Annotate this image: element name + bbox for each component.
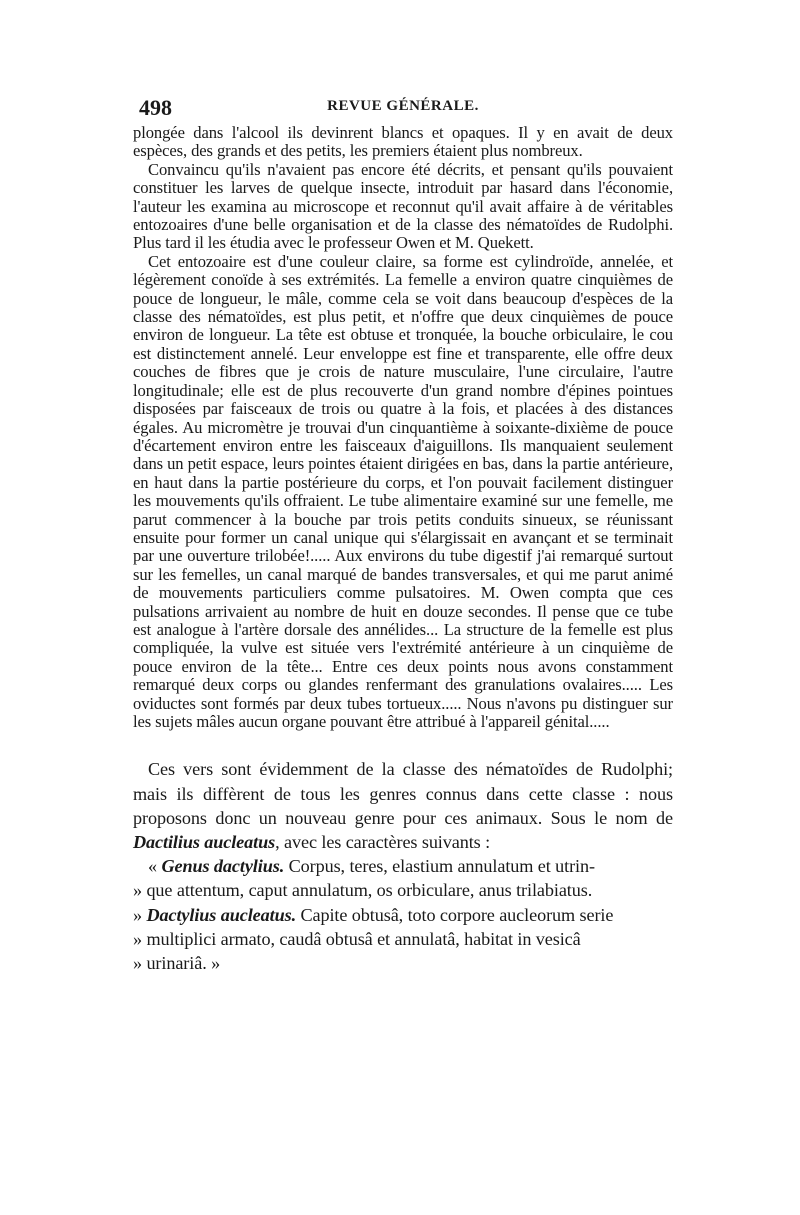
latin-line-3 [133,903,673,927]
paragraph-description: Cet entozoaire est d'une couleur claire, sa forme est cylindroïde, annelée, et légèrement conoïde à ses extrémités. La femelle a environ quatre cinquièmes de pouce de longueur, le mâle, comme cela se voit dans beaucoup d'espèces de la classe des nématoïdes, est plus petit, et n'offre que deux cinquièmes de pouce environ de longueur. La tête est obtuse et tronquée, la bouche orbiculaire, le cou est distinctement annelé. Leur enveloppe est fine et transparente, elle offre deux couches de fibres que je crois de nature musculaire, l'une circulaire, l'autre longitudinale; elle est de plus recouverte d'un grand nombre d'épines pointues disposées par faisceaux de trois ou quatre à la fois, et placées à des distances égales. Au micromètre je trouvai d'un cinquantième à soixante-dixième de pouce d'écartement environ entre les faisceaux d'aiguillons. Ils manquaient seulement dans un petit espace, leurs pointes étaient dirigées en bas, dans la partie antérieure, en haut dans la partie postérieure du corps, et l'on pouvait facilement distinguer les mouvements qu'ils offraient. Le tube alimentaire examiné sur une femelle, me parut commencer à la bouche par trois petits conduits sinueux, se réunissant ensuite pour former un canal unique qui s'élargissait en avançant et se terminait par une ouverture trilobée!..... Aux environs du tube digestif j'ai remarqué surtout sur les femelles, un canal marqué de bandes transversales, et qui me parut animé de mouvements particuliers comme pulsatoires. M. Owen compta que ces pulsations arrivaient au nombre de huit en douze secondes. Il pense que ce tube est analogue à l'artère dorsale des annélides... La structure de la femelle est plus compliquée, la vulve est située vers l'extrémité antérieure à un cinquième de pouce environ de la tête... Entre ces deux points nous avons constamment remarqué deux corps ou glandes renfermant des granulations ovalaires..... Les oviductes sont formés par deux tubes tortueux..... Nous n'avons pu distinguer sur les sujets mâles aucun organe pouvant être attribué à l'appareil génital..... [133,251,673,731]
quote-mark: « [148,856,162,877]
page-header [133,92,673,122]
latin-line-5: » urinariâ. » [133,953,221,974]
latin-line-1 [133,854,673,878]
quote-mark: » [133,904,147,925]
classification-text: Ces vers sont évidemment de la classe des nématoïdes de Rudolphi; mais ils diffèrent de tous les genres connus dans cette classe : nous proposons donc un nouveau genre pour ces animaux. Sous le nom de [133,759,673,828]
latin-text-1: Corpus, teres, elastium annulatum et utrin- [284,856,595,877]
latin-line-4: » multiplici armato, caudâ obtusâ et annulatâ, habitat in vesicâ [133,928,581,949]
latin-text-3: Capite obtusâ, toto corpore aucleorum serie [296,904,614,925]
paragraph-continuation: plongée dans l'alcool ils devinrent blancs et opaques. Il y en avait de deux espèces, des grands et des petits, les premiers étaient plus nombreux. [133,123,673,161]
latin-species: Dactylius aucleatus. [146,904,297,925]
paragraph-discovery: Convaincu qu'ils n'avaient pas encore été décrits, et pensant qu'ils pouvaient constituer les larves de quelque insecte, introduit par hasard dans l'économie, l'auteur les examina au microscope et reconnut qu'il avait affaire à de véritables entozoaires d'une belle organisation et de la classe des nématoïdes de Rudolphi. Plus tard il les étudia avec le professeur Owen et M. Quekett. [133,159,673,253]
body-text [133,124,673,975]
page-number: 498 [139,95,172,120]
section-gap [133,731,673,757]
running-head: REVUE GÉNÉRALE. [327,98,479,114]
classification-tail: , avec les caractères suivants : [275,832,491,853]
paragraph-classification [133,757,673,854]
latin-line-2: » que attentum, caput annulatum, os orbiculare, anus trilabiatus. [133,880,593,901]
latin-genus: Genus dactylius. [161,856,285,877]
genus-name: Dactilius aucleatus [133,832,276,853]
